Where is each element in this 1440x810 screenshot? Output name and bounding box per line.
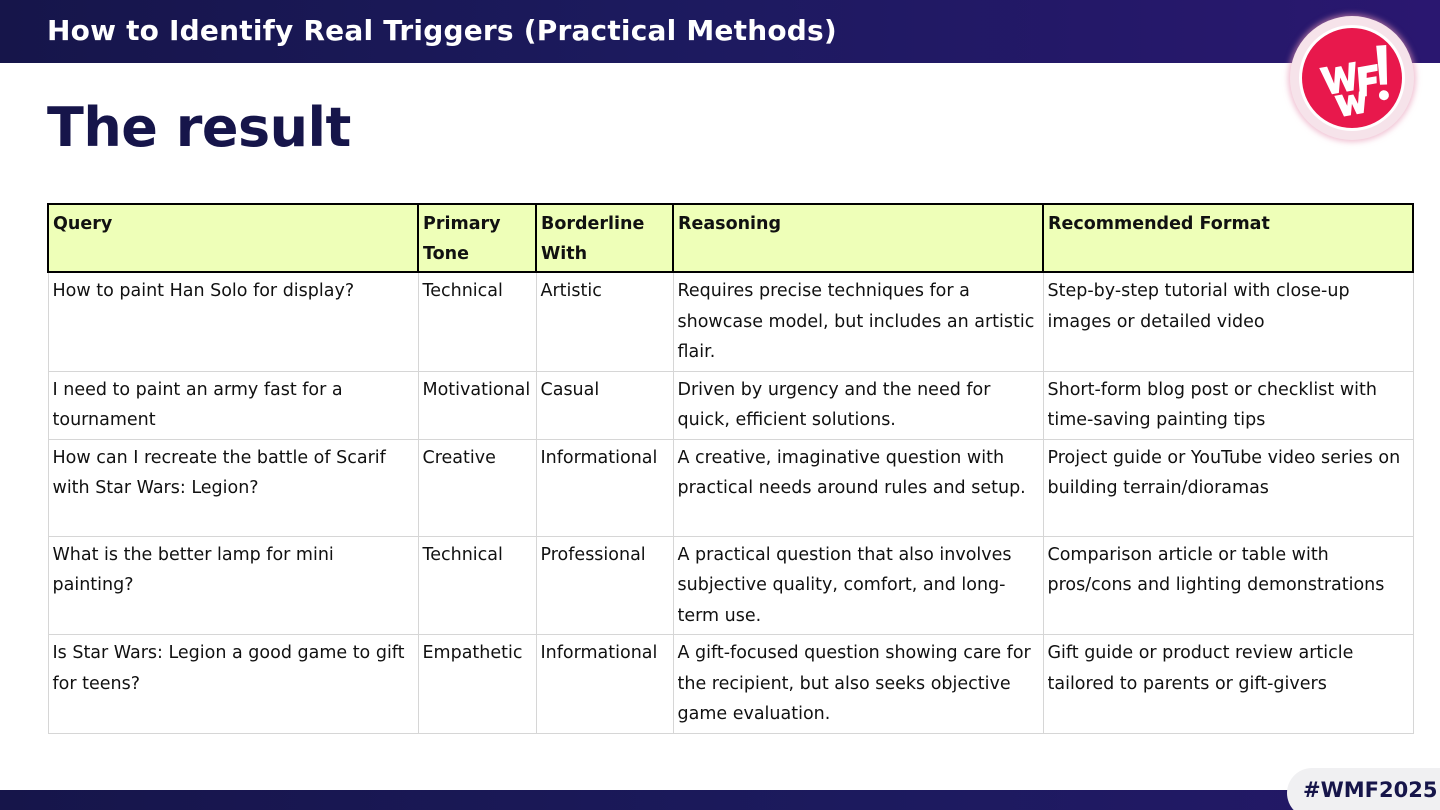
cell-tone: Technical [418,272,536,371]
header-borderline-with: Borderline With [536,204,673,272]
cell-borderline: Professional [536,536,673,635]
cell-query: Is Star Wars: Legion a good game to gift for teens? [48,635,418,734]
cell-borderline: Informational [536,635,673,734]
cell-format: Comparison article or table with pros/cons and lighting demonstrations [1043,536,1413,635]
table-row [48,536,1413,635]
cell-borderline: Informational [536,439,673,536]
cell-format: Step-by-step tutorial with close-up images or detailed video [1043,272,1413,371]
header-bar [0,0,1440,63]
table-row [48,272,1413,371]
cell-reasoning: A creative, imaginative question with practical needs around rules and setup. [673,439,1043,536]
cell-reasoning: Requires precise techniques for a showcase model, but includes an artistic flair. [673,272,1043,371]
cell-tone: Technical [418,536,536,635]
header-reasoning: Reasoning [673,204,1043,272]
cell-query: How can I recreate the battle of Scarif with Star Wars: Legion? [48,439,418,536]
slide-title: The result [47,96,351,159]
table-row [48,371,1413,439]
cell-query: I need to paint an army fast for a tournament [48,371,418,439]
cell-query: How to paint Han Solo for display? [48,272,418,371]
cell-format: Project guide or YouTube video series on building terrain/dioramas [1043,439,1413,536]
wmf-logo-badge [1299,25,1405,131]
cell-query: What is the better lamp for mini painting? [48,536,418,635]
cell-borderline: Casual [536,371,673,439]
table-row [48,635,1413,734]
wmf-logo [1290,16,1414,140]
hashtag-badge [1287,768,1440,810]
cell-tone: Creative [418,439,536,536]
cell-borderline: Artistic [536,272,673,371]
table-header-row [48,204,1413,272]
cell-tone: Motivational [418,371,536,439]
cell-format: Short-form blog post or checklist with time-saving painting tips [1043,371,1413,439]
cell-reasoning: Driven by urgency and the need for quick, efficient solutions. [673,371,1043,439]
hashtag-label: #WMF2025 [1303,778,1438,802]
wmf-logo-icon [1302,28,1408,134]
cell-reasoning: A gift-focused question showing care for the recipient, but also seeks objective game evaluation. [673,635,1043,734]
header-recommended-format: Recommended Format [1043,204,1413,272]
header-query: Query [48,204,418,272]
header-title: How to Identify Real Triggers (Practical Methods) [47,14,837,47]
result-table [47,203,1414,734]
footer-bar [0,790,1440,810]
cell-format: Gift guide or product review article tailored to parents or gift-givers [1043,635,1413,734]
cell-reasoning: A practical question that also involves subjective quality, comfort, and long-term use. [673,536,1043,635]
header-primary-tone: Primary Tone [418,204,536,272]
table-row [48,439,1413,536]
cell-tone: Empathetic [418,635,536,734]
